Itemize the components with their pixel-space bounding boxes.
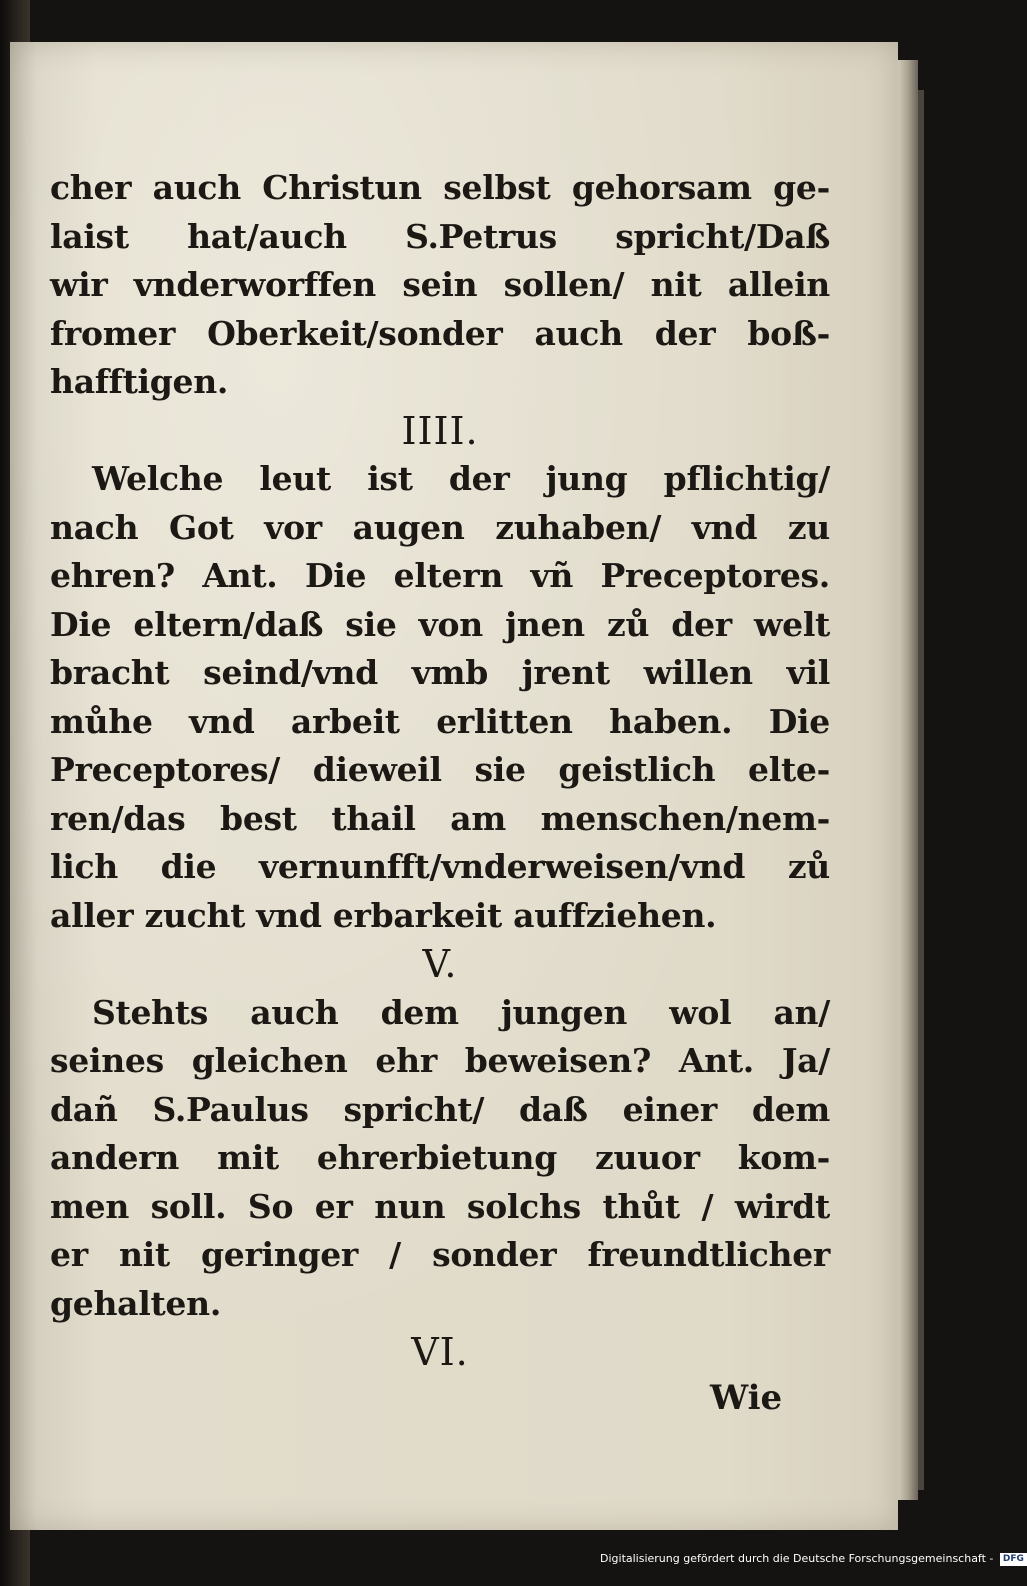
page-edge-shadow [918,90,924,1490]
text-line: nach Got vor augen zuhaben/ vnd zu [50,507,830,547]
text-line: seines gleichen ehr beweisen? Ant. Ja/ [50,1041,830,1080]
text-line: laist hat/auch S.Petrus spricht/Daß [50,216,830,256]
section-heading: IIII. [401,408,479,453]
text-line: Welche leut ist der jung pflichtig/ [92,459,830,498]
text-line: cher auch Christun selbst gehorsam ge- [50,168,830,207]
text-line: dañ S.Paulus spricht/ daß einer dem [50,1089,830,1129]
text-line: er nit geringer / sonder freundtlicher [50,1235,830,1274]
text-line: můhe vnd arbeit erlitten haben. Die [50,701,830,741]
section-heading: VI. [411,1330,469,1374]
dfg-logo: DFG [1000,1553,1027,1566]
catchword: Wie [710,1378,783,1418]
section-heading: V. [422,942,458,986]
text-line: bracht seind/vnd vmb jrent willen vil [50,653,830,692]
text-line: gehalten. [50,1283,222,1323]
text-line: lich die vernunfft/vnderweisen/vnd zů [50,847,830,886]
book-page [10,42,898,1530]
digitization-credit [600,1551,1027,1567]
text-line: ehren? Ant. Die eltern vñ Preceptores. [50,556,830,595]
text-line: fromer Oberkeit/sonder auch der boß- [50,313,830,353]
text-line: Preceptores/ dieweil sie geistlich elte- [50,750,830,789]
text-line: hafftigen. [50,362,229,401]
text-line: wir vnderworffen sein sollen/ nit allein [50,265,830,304]
text-line: men soll. So er nun solchs thůt / wirdt [50,1186,830,1226]
text-line: ren/das best thail am menschen/nem- [50,798,830,838]
page-text [50,164,830,1377]
text-line: Stehts auch dem jungen wol an/ [92,992,830,1032]
text-line: Die eltern/daß sie von jnen zů der welt [50,604,830,644]
text-line: andern mit ehrerbietung zuuor kom- [50,1138,830,1177]
text-line: aller zucht vnd erbarkeit auffziehen. [50,895,717,935]
credit-text: Digitalisierung gefördert durch die Deutsche Forschungsgemeinschaft - [600,1552,994,1565]
page-edge [898,60,918,1500]
